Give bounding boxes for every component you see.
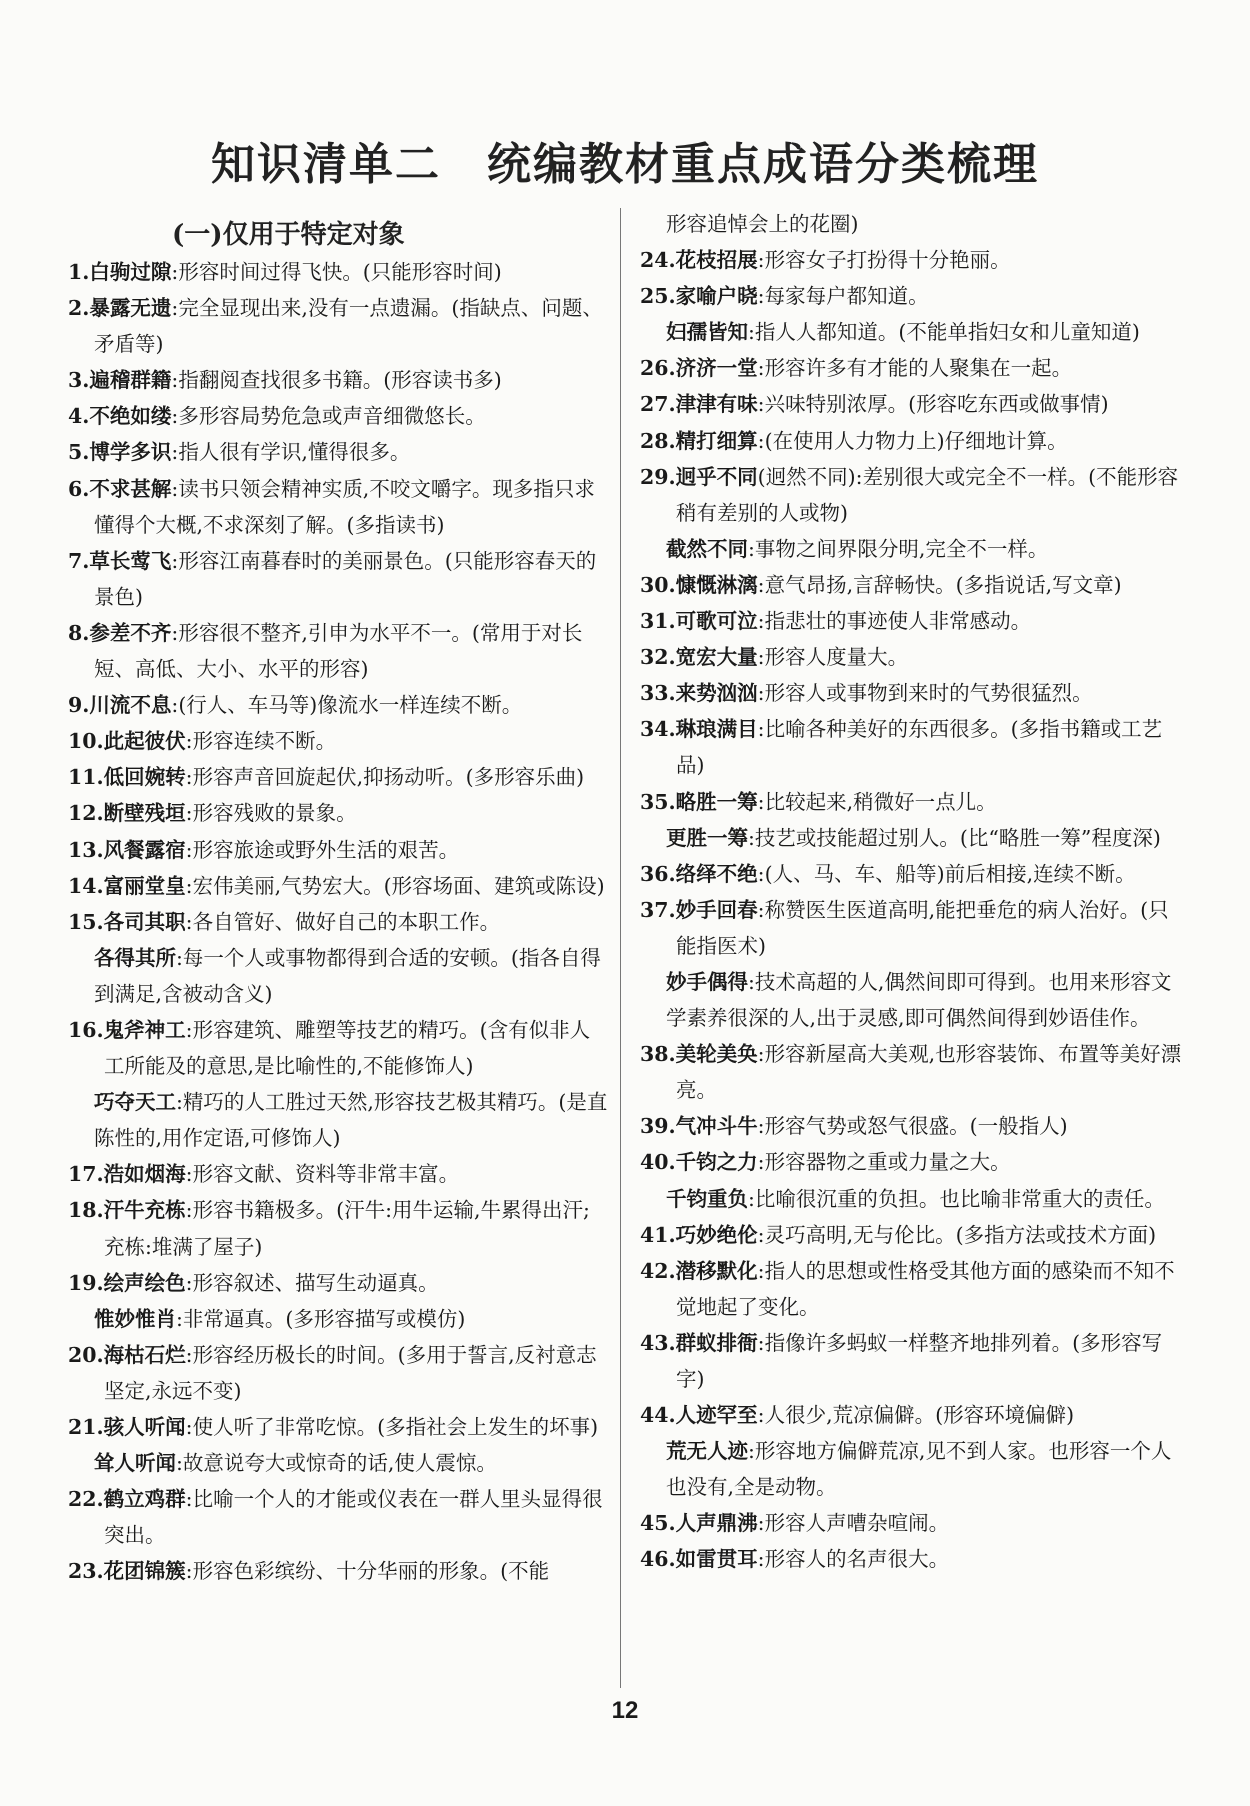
idiom-definition: :比喻很沉重的负担。也比喻非常重大的责任。: [748, 1186, 1165, 1211]
idiom-entry: [640, 459, 1182, 531]
entry-number: 28.: [640, 428, 676, 453]
idiom-term: 鹤立鸡群: [103, 1487, 186, 1512]
idiom-term: 断壁残垣: [103, 801, 186, 826]
entry-number: 22.: [68, 1487, 104, 1512]
idiom-term: 气冲斗牛: [675, 1114, 758, 1139]
idiom-entry: [640, 1397, 1182, 1433]
idiom-definition: :比较起来,稍微好一点儿。: [757, 789, 997, 814]
idiom-entry: [640, 1217, 1182, 1253]
entry-number: 24.: [640, 248, 676, 273]
idiom-term: 各得其所: [94, 945, 176, 970]
entry-number: 31.: [640, 609, 676, 634]
idiom-sub-entry: [640, 531, 1182, 567]
idiom-entry: [68, 795, 608, 831]
idiom-entry: [640, 639, 1182, 675]
entry-number: 1.: [68, 260, 90, 284]
idiom-term: 草长莺飞: [89, 548, 172, 573]
idiom-term: 潜移默化: [675, 1258, 758, 1283]
right-column: [640, 206, 1182, 1578]
idiom-entry: [68, 1265, 608, 1301]
entry-number: 44.: [640, 1403, 676, 1428]
entry-number: 23.: [68, 1559, 104, 1584]
entry-number: 19.: [68, 1270, 104, 1295]
entry-number: 11.: [68, 765, 104, 790]
entry-number: 12.: [68, 801, 104, 826]
idiom-entry: [68, 362, 608, 398]
idiom-entry: [68, 1156, 608, 1192]
entry-number: 37.: [640, 897, 676, 922]
idiom-definition: :形容人的名声很大。: [757, 1547, 950, 1572]
idiom-entry: [640, 856, 1182, 892]
entry-number: 3.: [68, 368, 90, 393]
entry-number: 26.: [640, 356, 676, 381]
entry-number: 9.: [68, 693, 90, 718]
idiom-definition: :形容很不整齐,引申为水平不一。(常用于对长短、高低、大小、水平的形容): [94, 620, 583, 682]
idiom-entry: [640, 603, 1182, 639]
entry-number: 5.: [68, 440, 90, 465]
entry-number: 30.: [640, 572, 676, 597]
page-number: 12: [611, 1697, 639, 1724]
idiom-term: 群蚁排衙: [675, 1330, 758, 1355]
idiom-term: 骇人听闻: [103, 1415, 186, 1439]
idiom-term: 津津有味: [675, 392, 758, 417]
idiom-term: 耸人听闻: [94, 1451, 176, 1476]
idiom-term: 汗牛充栋: [103, 1198, 186, 1223]
entry-number: 14.: [68, 873, 104, 898]
idiom-sub-entry: [68, 940, 608, 1012]
idiom-term: 慷慨淋漓: [675, 572, 758, 597]
idiom-term: 琳琅满目: [675, 717, 758, 742]
entry-number: 21.: [68, 1415, 104, 1439]
idiom-term: 妙手偶得: [666, 969, 748, 994]
idiom-term: 遍稽群籍: [89, 368, 172, 393]
idiom-term: 人声鼎沸: [675, 1511, 758, 1536]
idiom-definition: :形容人声嘈杂喧闹。: [757, 1511, 950, 1536]
idiom-sub-entry: [640, 820, 1182, 856]
idiom-entry: [640, 675, 1182, 711]
idiom-definition: :完全显现出来,没有一点遗漏。(指缺点、问题、矛盾等): [94, 296, 603, 357]
idiom-definition: :形容文献、资料等非常丰富。: [185, 1162, 460, 1187]
entry-number: 43.: [640, 1330, 676, 1355]
entry-number: 15.: [68, 909, 104, 934]
idiom-term: 绘声绘色: [103, 1270, 186, 1295]
entry-continuation: [640, 206, 1182, 242]
entry-number: 40.: [640, 1150, 676, 1175]
idiom-term: 巧夺天工: [94, 1090, 176, 1115]
idiom-term: 济济一堂: [675, 356, 758, 381]
idiom-term: 花团锦簇: [103, 1559, 186, 1584]
idiom-term: 参差不齐: [89, 620, 172, 645]
idiom-term: 迥乎不同: [675, 464, 758, 489]
entry-number: 6.: [68, 476, 90, 501]
idiom-definition: :形容人或事物到来时的气势很猛烈。: [757, 681, 1093, 706]
idiom-entry: [68, 543, 608, 615]
entry-number: 41.: [640, 1222, 676, 1247]
idiom-definition: :(行人、车马等)像流水一样连续不断。: [171, 693, 523, 718]
idiom-entry: [68, 1481, 608, 1553]
idiom-definition: :形容女子打扮得十分艳丽。: [757, 248, 1011, 273]
idiom-definition: :故意说夸大或惊奇的话,使人震惊。: [176, 1451, 497, 1476]
entry-number: 33.: [640, 681, 676, 706]
entry-number: 27.: [640, 392, 676, 417]
idiom-entry: [68, 1337, 608, 1409]
entry-number: 34.: [640, 717, 676, 742]
entry-number: 10.: [68, 729, 104, 754]
idiom-term: 宽宏大量: [675, 645, 758, 670]
idiom-term: 巧妙绝伦: [675, 1222, 758, 1247]
idiom-definition: :形容书籍极多。(汗牛:用牛运输,牛累得出汗;充栋:堆满了屋子): [104, 1198, 590, 1259]
idiom-entry: [640, 1325, 1182, 1397]
idiom-sub-entry: [68, 1445, 608, 1481]
entry-number: 20.: [68, 1342, 104, 1367]
idiom-entry: [68, 687, 608, 723]
entry-number: 2.: [68, 296, 90, 321]
entry-number: 25.: [640, 284, 676, 309]
idiom-definition: :读书只领会精神实质,不咬文嚼字。现多指只求懂得个大概,不求深刻了解。(多指读书): [94, 476, 595, 537]
idiom-term: 妙手回春: [675, 897, 758, 922]
idiom-sub-entry: [640, 314, 1182, 350]
idiom-entry: [640, 242, 1182, 278]
idiom-term: 美轮美奂: [675, 1042, 758, 1067]
idiom-entry: [640, 350, 1182, 386]
idiom-term: 精打细算: [675, 428, 758, 453]
entry-number: 16.: [68, 1017, 104, 1042]
idiom-entry: [68, 723, 608, 759]
idiom-entry: [68, 832, 608, 868]
idiom-entry: [68, 759, 608, 795]
idiom-definition: :形容时间过得飞快。(只能形容时间): [171, 260, 502, 284]
idiom-definition: :意气昂扬,言辞畅快。(多指说话,写文章): [757, 572, 1122, 597]
idiom-entry: [640, 1108, 1182, 1144]
idiom-definition: :形容建筑、雕塑等技艺的精巧。(含有似非人工所能及的意思,是比喻性的,不能修饰人): [104, 1017, 591, 1079]
idiom-definition: :(在使用人力物力上)仔细地计算。: [757, 428, 1068, 453]
column-divider: [620, 208, 621, 1688]
idiom-entry: [68, 1012, 608, 1084]
idiom-entry: [640, 1144, 1182, 1180]
idiom-definition: :形容叙述、描写生动逼真。: [185, 1270, 439, 1295]
idiom-definition: :指像许多蚂蚁一样整齐地排列着。(多形容写字): [676, 1330, 1163, 1391]
idiom-term: 不求甚解: [89, 476, 172, 501]
idiom-entry: [68, 868, 608, 904]
idiom-term: 略胜一筹: [675, 789, 758, 814]
idiom-entry: [68, 398, 608, 434]
entry-number: 29.: [640, 464, 676, 489]
idiom-definition: :形容地方偏僻荒凉,见不到人家。也形容一个人也没有,全是动物。: [666, 1439, 1172, 1500]
idiom-definition: :多形容局势危急或声音细微悠长。: [171, 404, 486, 429]
idiom-entry: [640, 711, 1182, 783]
idiom-definition: :技艺或技能超过别人。(比“略胜一筹”程度深): [748, 825, 1161, 850]
idiom-term: 截然不同: [666, 536, 748, 561]
idiom-entry: [68, 904, 608, 940]
idiom-definition: :非常逼真。(多形容描写或模仿): [176, 1306, 466, 1331]
idiom-definition: :灵巧高明,无与伦比。(多指方法或技术方面): [757, 1222, 1157, 1247]
idiom-definition: :形容江南暮春时的美丽景色。(只能形容春天的景色): [94, 548, 597, 609]
idiom-definition: :形容色彩缤纷、十分华丽的形象。(不能: [185, 1559, 550, 1584]
idiom-term: 荒无人迹: [666, 1439, 748, 1464]
idiom-definition: :指翻阅查找很多书籍。(形容读书多): [171, 368, 502, 393]
idiom-entry: [68, 1409, 608, 1445]
idiom-term: 鬼斧神工: [103, 1017, 186, 1042]
idiom-term: 千钧之力: [675, 1150, 758, 1175]
idiom-definition: :技术高超的人,偶然间即可得到。也用来形容文学素养很深的人,出于灵感,即可偶然间得到妙语佳作。: [666, 969, 1172, 1031]
idiom-term: 千钧重负: [666, 1186, 748, 1211]
idiom-term: 可歌可泣: [675, 609, 758, 634]
idiom-entry: [640, 892, 1182, 964]
idiom-definition: :指悲壮的事迹使人非常感动。: [757, 609, 1032, 634]
idiom-definition: :宏伟美丽,气势宏大。(形容场面、建筑或陈设): [185, 873, 605, 898]
idiom-definition: :形容新屋高大美观,也形容装饰、布置等美好漂亮。: [676, 1042, 1182, 1103]
idiom-term: 海枯石烂: [103, 1342, 186, 1367]
idiom-definition: :指人的思想或性格受其他方面的感染而不知不觉地起了变化。: [676, 1258, 1175, 1319]
idiom-definition: :兴味特别浓厚。(形容吃东西或做事情): [757, 392, 1109, 417]
entry-number: 4.: [68, 404, 90, 429]
entry-text: 形容追悼会上的花圈): [666, 212, 859, 236]
idiom-entry: [640, 1505, 1182, 1541]
idiom-definition: :称赞医生医道高明,能把垂危的病人治好。(只能指医术): [676, 897, 1169, 958]
idiom-definition: :形容器物之重或力量之大。: [757, 1150, 1011, 1175]
page-title: 知识清单二 统编教材重点成语分类梳理: [211, 139, 1039, 190]
idiom-definition: :精巧的人工胜过天然,形容技艺极其精巧。(是直陈性的,用作定语,可修饰人): [94, 1090, 608, 1151]
idiom-term: 人迹罕至: [675, 1403, 758, 1428]
idiom-sub-entry: [640, 1433, 1182, 1505]
idiom-definition: :形容声音回旋起伏,抑扬动听。(多形容乐曲): [185, 765, 585, 790]
idiom-term: 低回婉转: [103, 765, 186, 790]
idiom-term: 家喻户晓: [675, 284, 758, 309]
idiom-definition: :指人很有学识,懂得很多。: [171, 440, 411, 465]
idiom-term: 来势汹汹: [675, 681, 758, 706]
idiom-entry: [68, 1192, 608, 1264]
idiom-entry: [640, 567, 1182, 603]
entry-number: 46.: [640, 1547, 676, 1572]
idiom-definition: (迥然不同):差别很大或完全不一样。(不能形容稍有差别的人或物): [676, 464, 1179, 525]
entry-number: 35.: [640, 789, 676, 814]
idiom-definition: :形容连续不断。: [185, 729, 337, 754]
idiom-term: 如雷贯耳: [675, 1547, 758, 1572]
entry-number: 38.: [640, 1042, 676, 1067]
idiom-definition: :形容经历极长的时间。(多用于誓言,反衬意志坚定,永远不变): [104, 1342, 597, 1403]
idiom-term: 不绝如缕: [89, 404, 172, 429]
idiom-definition: :形容旅途或野外生活的艰苦。: [185, 837, 460, 862]
idiom-definition: :(人、马、车、船等)前后相接,连续不断。: [757, 861, 1136, 886]
idiom-definition: :事物之间界限分明,完全不一样。: [748, 536, 1049, 561]
entry-number: 13.: [68, 837, 104, 862]
idiom-term: 风餐露宿: [103, 837, 186, 862]
entry-number: 42.: [640, 1258, 676, 1283]
idiom-entry: [640, 386, 1182, 422]
idiom-term: 惟妙惟肖: [94, 1306, 176, 1331]
entry-number: 7.: [68, 548, 90, 573]
idiom-term: 花枝招展: [675, 248, 758, 273]
idiom-term: 此起彼伏: [103, 729, 186, 754]
idiom-definition: :使人听了非常吃惊。(多指社会上发生的坏事): [185, 1415, 599, 1439]
idiom-definition: :形容人度量大。: [757, 645, 909, 670]
idiom-definition: :比喻各种美好的东西很多。(多指书籍或工艺品): [676, 717, 1163, 778]
idiom-definition: :人很少,荒凉偏僻。(形容环境偏僻): [757, 1403, 1075, 1428]
entry-number: 36.: [640, 861, 676, 886]
idiom-term: 络绎不绝: [675, 861, 758, 886]
idiom-term: 更胜一筹: [666, 825, 748, 850]
idiom-term: 博学多识: [89, 440, 172, 465]
idiom-term: 各司其职: [103, 909, 186, 934]
idiom-term: 富丽堂皇: [103, 873, 186, 898]
entry-number: 8.: [68, 620, 90, 645]
entry-number: 17.: [68, 1162, 104, 1187]
idiom-definition: :形容残败的景象。: [185, 801, 357, 826]
idiom-entry: [68, 290, 608, 362]
idiom-definition: :指人人都知道。(不能单指妇女和儿童知道): [748, 320, 1140, 345]
entry-number: 18.: [68, 1198, 104, 1223]
idiom-entry: [640, 423, 1182, 459]
entry-number: 45.: [640, 1511, 676, 1536]
idiom-sub-entry: [640, 964, 1182, 1036]
idiom-term: 川流不息: [89, 693, 172, 718]
idiom-term: 妇孺皆知: [666, 320, 748, 345]
idiom-entry: [68, 471, 608, 543]
idiom-term: 浩如烟海: [103, 1162, 186, 1187]
idiom-entry: [68, 615, 608, 687]
idiom-sub-entry: [640, 1181, 1182, 1217]
idiom-sub-entry: [68, 1084, 608, 1156]
idiom-definition: :每一个人或事物都得到合适的安顿。(指各自得到满足,含被动含义): [94, 945, 601, 1006]
left-column: [68, 254, 608, 1589]
entry-number: 32.: [640, 645, 676, 670]
idiom-entry: [640, 1541, 1182, 1577]
idiom-entry: [640, 1036, 1182, 1108]
idiom-sub-entry: [68, 1301, 608, 1337]
entry-number: 39.: [640, 1114, 676, 1139]
idiom-definition: :形容许多有才能的人聚集在一起。: [757, 356, 1073, 381]
idiom-definition: :比喻一个人的才能或仪表在一群人里头显得很突出。: [104, 1487, 603, 1548]
idiom-definition: :每家每户都知道。: [757, 284, 929, 309]
idiom-term: 白驹过隙: [89, 260, 172, 284]
idiom-entry: [68, 434, 608, 470]
idiom-entry: [640, 784, 1182, 820]
idiom-definition: :各自管好、做好自己的本职工作。: [185, 909, 501, 934]
idiom-term: 暴露无遗: [89, 296, 172, 321]
idiom-entry: [640, 278, 1182, 314]
section-title: (一)仅用于特定对象: [172, 220, 405, 250]
idiom-definition: :形容气势或怒气很盛。(一般指人): [757, 1114, 1068, 1139]
idiom-entry: [68, 254, 608, 290]
idiom-entry: [68, 1553, 608, 1589]
idiom-entry: [640, 1253, 1182, 1325]
